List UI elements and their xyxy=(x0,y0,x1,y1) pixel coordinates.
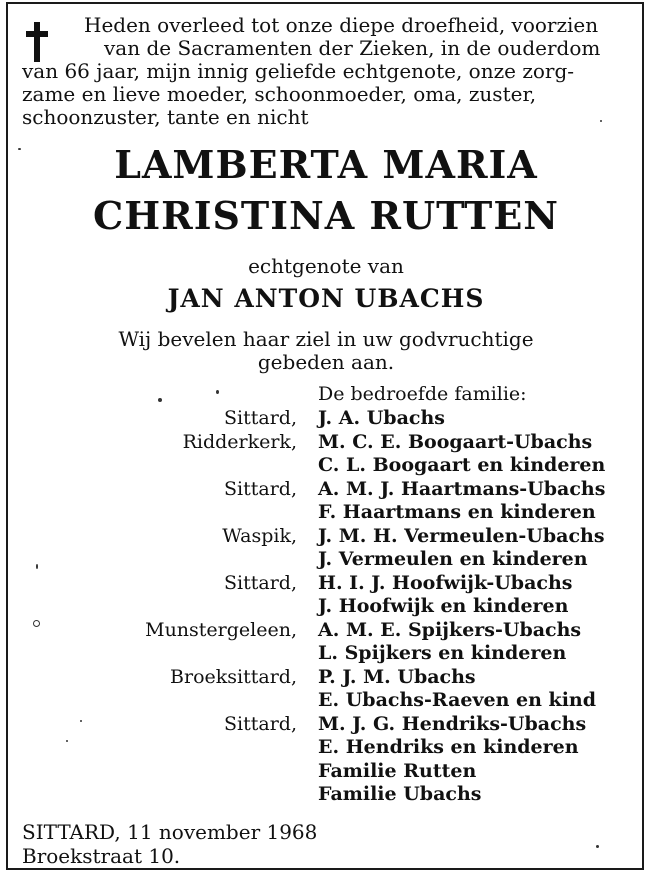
family-place: Waspik, xyxy=(222,525,297,547)
family-member: C. L. Boogaart en kinderen xyxy=(318,454,606,476)
footer-place-date: SITTARD, 11 november 1968 xyxy=(22,820,318,844)
family-row xyxy=(0,525,652,549)
family-place: Sittard, xyxy=(224,572,297,594)
family-member: M. J. G. Hendriks-Ubachs xyxy=(318,713,587,735)
intro-text xyxy=(22,14,642,129)
family-row xyxy=(0,548,652,572)
print-speck xyxy=(596,845,599,848)
footer-address: Broekstraat 10. xyxy=(22,844,181,868)
family-row xyxy=(0,783,652,807)
family-member: M. C. E. Boogaart-Ubachs xyxy=(318,431,593,453)
family-row xyxy=(0,501,652,525)
family-row xyxy=(0,713,652,737)
family-row xyxy=(0,619,652,643)
family-place: Broeksittard, xyxy=(170,666,297,688)
family-member: J. Hoofwijk en kinderen xyxy=(318,595,569,617)
family-place: Sittard, xyxy=(224,407,297,429)
family-heading-row xyxy=(0,383,652,407)
deceased-name-last: CHRISTINA RUTTEN xyxy=(92,193,560,238)
family-row xyxy=(0,572,652,596)
family-member: Familie Rutten xyxy=(318,760,477,782)
prayer-line: gebeden aan. xyxy=(257,350,395,374)
intro-line: schoonzuster, tante en nicht xyxy=(22,105,309,129)
family-row xyxy=(0,595,652,619)
family-member: J. Vermeulen en kinderen xyxy=(318,548,588,570)
family-row xyxy=(0,431,652,455)
family-place: Sittard, xyxy=(224,713,297,735)
family-member: L. Spijkers en kinderen xyxy=(318,642,567,664)
family-member: F. Haartmans en kinderen xyxy=(318,501,596,523)
family-row xyxy=(0,666,652,690)
family-member: P. J. M. Ubachs xyxy=(318,666,476,688)
print-speck xyxy=(33,620,40,627)
family-member: H. I. J. Hoofwijk-Ubachs xyxy=(318,572,573,594)
intro-line: zame en lieve moeder, schoonmoeder, oma, zuster, xyxy=(22,82,537,106)
family-member: Familie Ubachs xyxy=(318,783,482,805)
family-member: A. M. J. Haartmans-Ubachs xyxy=(318,478,606,500)
family-row xyxy=(0,689,652,713)
intro-line: Heden overleed tot onze diepe droefheid, voorzien xyxy=(84,13,599,37)
family-row xyxy=(0,478,652,502)
intro-line: van 66 jaar, mijn innig geliefde echtgenote, onze zorg- xyxy=(22,59,575,83)
family-member: J. M. H. Vermeulen-Ubachs xyxy=(318,525,605,547)
spouse-intro: echtgenote van xyxy=(248,254,404,278)
print-speck xyxy=(158,398,162,402)
print-speck xyxy=(36,564,38,569)
family-place: Sittard, xyxy=(224,478,297,500)
deceased-name-first: LAMBERTA MARIA xyxy=(114,142,538,187)
print-speck xyxy=(600,120,602,122)
print-speck xyxy=(18,148,21,150)
family-row xyxy=(0,454,652,478)
family-place: Ridderkerk, xyxy=(182,431,297,453)
intro-line: van de Sacramenten der Zieken, in de ouderdom xyxy=(104,36,601,60)
family-member: E. Hendriks en kinderen xyxy=(318,736,579,758)
family-member: E. Ubachs-Raeven en kind xyxy=(318,689,597,711)
family-row xyxy=(0,760,652,784)
print-speck xyxy=(66,740,68,742)
family-row xyxy=(0,407,652,431)
family-row xyxy=(0,642,652,666)
family-place: Munstergeleen, xyxy=(145,619,297,641)
family-member: J. A. Ubachs xyxy=(318,407,445,429)
spouse-name: JAN ANTON UBACHS xyxy=(167,284,485,313)
print-speck xyxy=(216,390,219,394)
print-speck xyxy=(80,720,82,722)
family-member: A. M. E. Spijkers-Ubachs xyxy=(318,619,582,641)
prayer-line: Wij bevelen haar ziel in uw godvruchtige xyxy=(118,327,534,351)
family-row xyxy=(0,736,652,760)
family-heading: De bedroefde familie: xyxy=(318,383,527,405)
